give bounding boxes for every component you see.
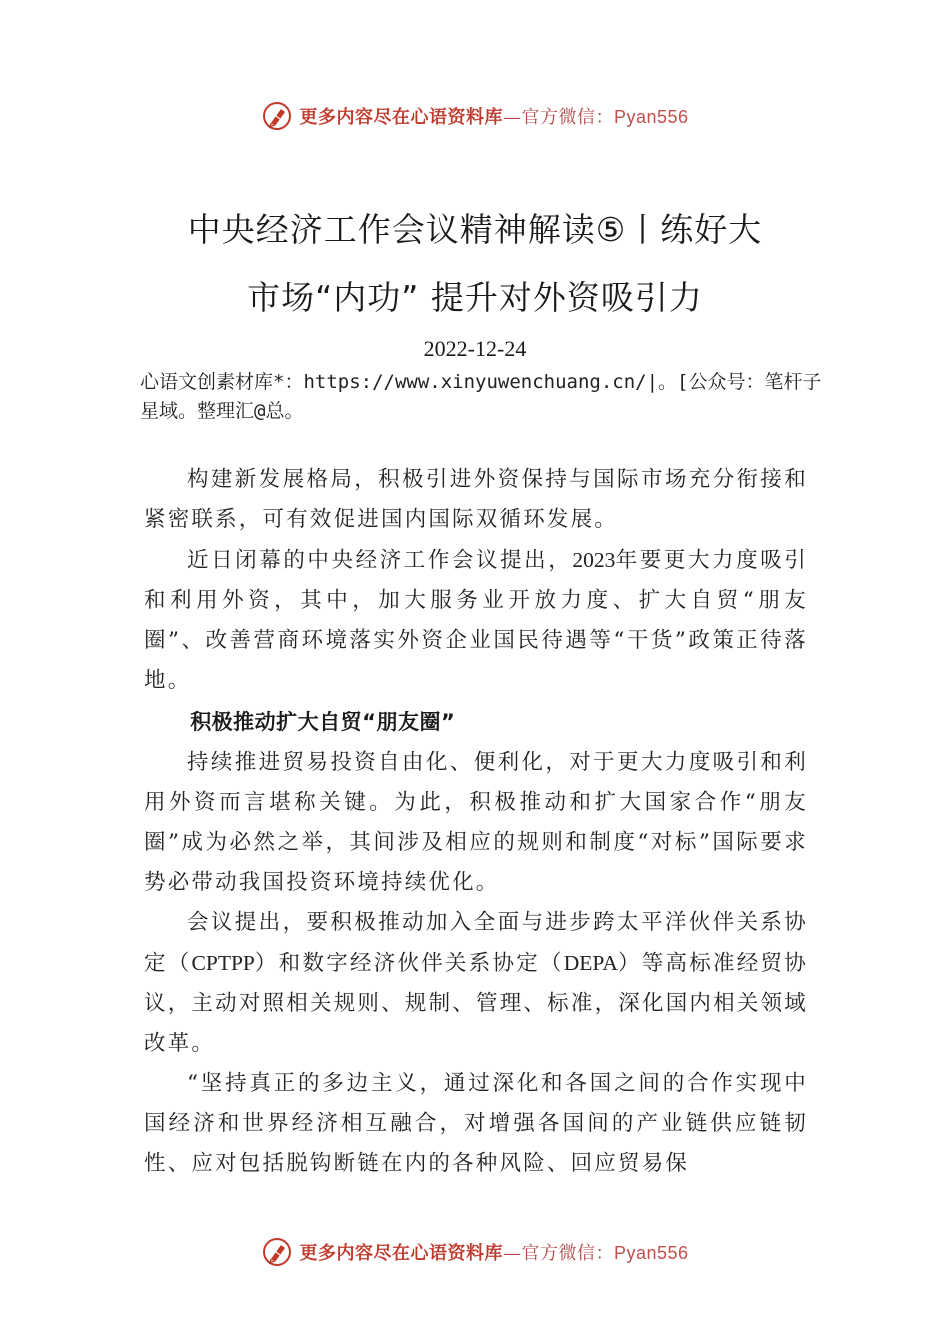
header-banner-text: [299, 103, 688, 129]
banner-brand: 更多内容尽在心语资料库: [299, 107, 503, 128]
footer-banner: [0, 1232, 950, 1272]
pen-nib-logo-icon: [261, 1236, 293, 1268]
paragraph-4-text-c: ）等高标准经贸协议，主动对照相关规则、规制、管理、标准，深化国内相关领域改革。: [144, 951, 808, 1056]
footer-banner-text: [299, 1239, 688, 1265]
document-title-line-2: 市场“内功” 提升对外资吸引力: [247, 278, 703, 317]
paragraph-4-depa: DEPA: [563, 951, 618, 975]
paragraph-4: [144, 903, 808, 1064]
banner-brand: 更多内容尽在心语资料库: [299, 1243, 503, 1264]
banner-wechat-id: Pyan556: [613, 1243, 689, 1263]
article-body: [144, 460, 808, 1184]
paragraph-4-text-b: ）和数字经济伙伴关系协定（: [254, 951, 564, 976]
banner-wechat-id: Pyan556: [613, 107, 689, 127]
banner-label: 官方微信：: [521, 1243, 614, 1264]
paragraph-1: 构建新发展格局，积极引进外资保持与国际市场充分衔接和紧密联系，可有效促进国内国际双循环发展。: [144, 467, 808, 532]
paragraph-3: 持续推进贸易投资自由化、便利化，对于更大力度吸引和利用外资而言堪称关键。为此，积极推动和扩大国家合作“朋友圈”成为必然之举，其间涉及相应的规则和制度“对标”国际要求势必带动我国投资环境持续优化。: [144, 750, 808, 895]
paragraph-2-year: 2023: [572, 548, 616, 572]
banner-label: 官方微信：: [521, 107, 614, 128]
paragraph-2-text-b: 年要更大力度吸引和利用外资，其中，加大服务业开放力度、扩大自贸“朋友圈”、改善营商环境落实外资企业国民待遇等“干货”政策正待落地。: [144, 548, 808, 693]
document-title-line-1: 中央经济工作会议精神解读⑤丨练好大: [187, 210, 763, 249]
banner-separator: —: [502, 107, 522, 128]
header-banner: [0, 96, 950, 136]
banner-separator: —: [502, 1243, 522, 1264]
section-subheading: 积极推动扩大自贸“朋友圈”: [190, 710, 456, 734]
paragraph-2: [144, 540, 808, 701]
pen-nib-logo-icon: [261, 100, 293, 132]
paragraph-5: “坚持真正的多边主义，通过深化和各国之间的合作实现中国经济和世界经济相互融合，对增强各国间的产业链供应链韧性、应对包括脱钩断链在内的各种风险、回应贸易保: [144, 1071, 808, 1176]
paragraph-4-text-a: 会议提出，要积极推动加入全面与进步跨太平洋伙伴关系协定（: [144, 910, 808, 976]
paragraph-2-text-a: 近日闭幕的中央经济工作会议提出，: [187, 548, 573, 573]
source-note: 心语文创素材库*：https://www.xinyuwenchuang.cn/|。[公众号：笔杆子星域。整理汇@总。: [140, 371, 822, 422]
publish-date: 2022-12-24: [423, 336, 527, 361]
paragraph-4-cptpp: CPTPP: [191, 951, 255, 975]
